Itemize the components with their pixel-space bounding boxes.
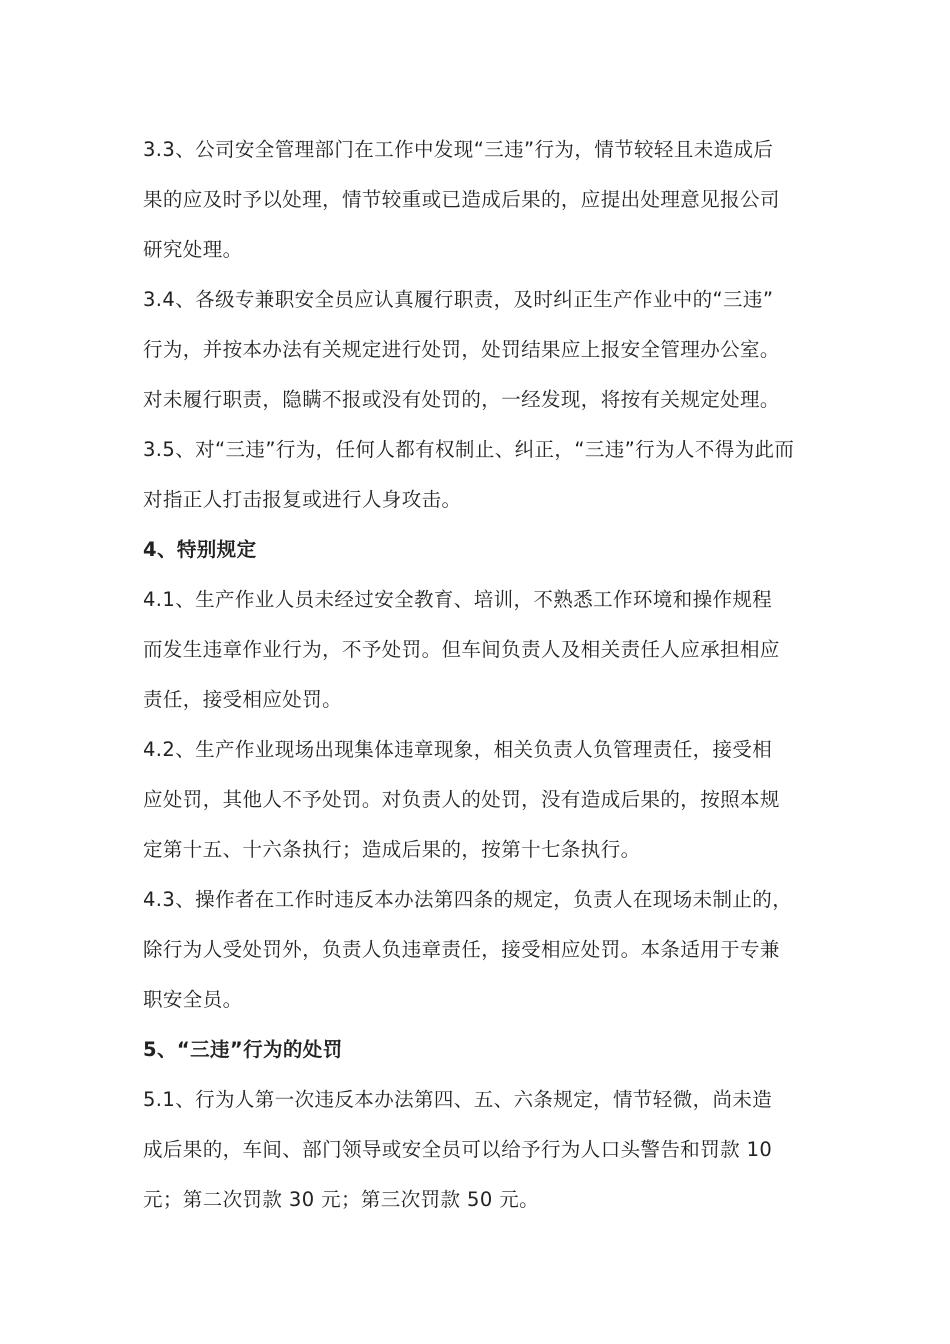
text-line: 研究处理。 [143, 238, 243, 261]
section-heading: 4、特别规定 [143, 538, 257, 561]
text-line: 5.1、行为人第一次违反本办法第四、五、六条规定，情节轻微，尚未造 [143, 1088, 773, 1111]
text-line: 成后果的，车间、部门领导或安全员可以给予行为人口头警告和罚款 10 [143, 1138, 773, 1161]
text-line: 对指正人打击报复或进行人身攻击。 [143, 488, 462, 511]
text-line: 4.1、生产作业人员未经过安全教育、培训，不熟悉工作环境和操作规程 [143, 588, 773, 611]
text-line: 定第十五、十六条执行；造成后果的，按第十七条执行。 [143, 838, 641, 861]
text-line: 而发生违章作业行为，不予处罚。但车间负责人及相关责任人应承担相应 [143, 638, 780, 661]
text-line: 责任，接受相应处罚。 [143, 688, 343, 711]
text-line: 3.3、公司安全管理部门在工作中发现“三违”行为，情节较轻且未造成后 [143, 138, 774, 161]
text-line: 行为，并按本办法有关规定进行处罚，处罚结果应上报安全管理办公室。 [143, 338, 780, 361]
section-heading: 5、“三违”行为的处罚 [143, 1038, 343, 1061]
text-line: 元；第二次罚款 30 元；第三次罚款 50 元。 [143, 1188, 540, 1211]
text-line: 对未履行职责，隐瞒不报或没有处罚的，一经发现，将按有关规定处理。 [143, 388, 780, 411]
text-line: 4.2、生产作业现场出现集体违章现象，相关负责人负管理责任，接受相 [143, 738, 773, 761]
text-line: 职安全员。 [143, 988, 243, 1011]
text-line: 3.5、对“三违”行为，任何人都有权制止、纠正，“三违”行为人不得为此而 [143, 438, 795, 461]
text-line: 3.4、各级专兼职安全员应认真履行职责，及时纠正生产作业中的“三违” [143, 288, 774, 311]
text-line: 应处罚，其他人不予处罚。对负责人的处罚，没有造成后果的，按照本规 [143, 788, 780, 811]
text-line: 果的应及时予以处理，情节较重或已造成后果的，应提出处理意见报公司 [143, 188, 780, 211]
text-line: 4.3、操作者在工作时违反本办法第四条的规定，负责人在现场未制止的， [143, 888, 793, 911]
text-line: 除行为人受处罚外，负责人负违章责任，接受相应处罚。本条适用于专兼 [143, 938, 780, 961]
document-body [143, 125, 815, 1225]
